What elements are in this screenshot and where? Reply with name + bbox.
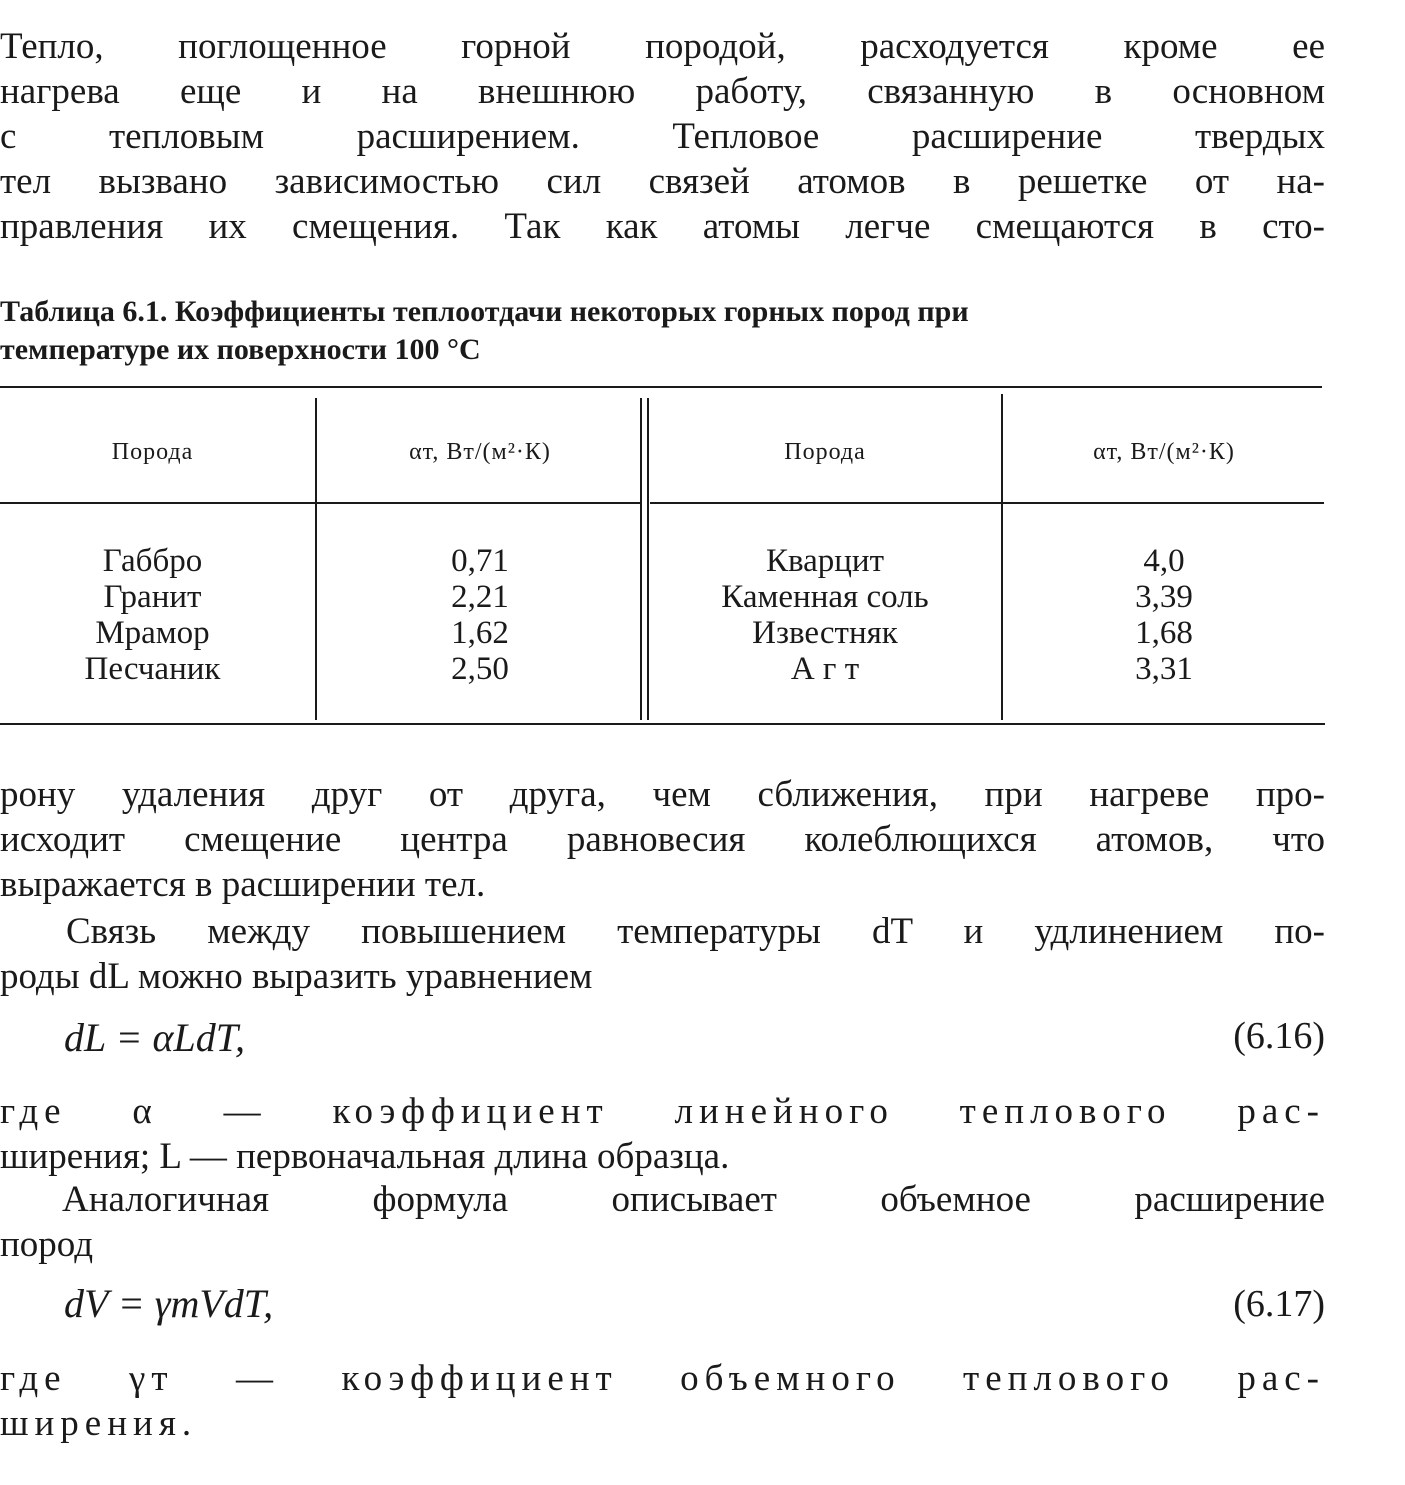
column-divider	[647, 398, 649, 720]
equation-number: (6.16)	[1233, 1015, 1325, 1057]
paragraph-line: Аналогичная формула описывает объемное расширение	[62, 1179, 1325, 1220]
table-cell-value: 4,0	[1143, 543, 1185, 579]
table-header: Порода	[111, 439, 194, 465]
table-caption: температуре их поверхности 100 °С	[0, 333, 481, 366]
paragraph-line: выражается в расширении тел.	[0, 864, 486, 905]
paragraph-line: роды dL можно выразить уравнением	[0, 956, 593, 997]
table-cell-value: 2,21	[451, 579, 509, 615]
header-rule	[650, 502, 1324, 504]
table-cell-rock: Кварцит	[765, 543, 885, 579]
table-cell-rock: А г т	[790, 651, 860, 687]
column-divider	[315, 398, 317, 720]
paragraph-line: где γт — коэффициент объемного теплового рас-	[0, 1358, 1325, 1399]
table-header: αт, Вт/(м²·К)	[409, 439, 551, 465]
paragraph-line: ширения; L — первоначальная длина образца.	[0, 1136, 730, 1177]
table-cell-rock: Каменная соль	[721, 579, 929, 615]
column-divider	[640, 398, 642, 720]
table-caption: Таблица 6.1. Коэффициенты теплоотдачи некоторых горных пород при	[0, 295, 969, 328]
paragraph-line: исходит смещение центра равновесия колеблющихся атомов, что	[0, 819, 1325, 860]
table-header: αт, Вт/(м²·К)	[1093, 439, 1235, 465]
table-top-rule	[0, 386, 1322, 388]
table-bottom-rule	[0, 723, 1325, 725]
paragraph-line: Связь между повышением температуры dT и удлинением по-	[66, 911, 1325, 952]
table-cell-rock: Габбро	[102, 543, 203, 579]
paragraph-line: нагрева еще и на внешнюю работу, связанную в основном	[0, 71, 1325, 112]
paragraph-line: тел вызвано зависимостью сил связей атомов в решетке от на-	[0, 161, 1325, 202]
paragraph-line: ширения.	[0, 1403, 198, 1444]
header-rule	[0, 502, 640, 504]
table-cell-value: 0,71	[451, 543, 509, 579]
table-cell-rock: Гранит	[103, 579, 202, 615]
table-cell-rock: Мрамор	[95, 615, 210, 651]
table-header: Порода	[784, 439, 866, 465]
table-cell-value: 3,31	[1135, 651, 1193, 687]
table-cell-rock: Известняк	[752, 615, 898, 651]
paragraph-line	[0, 115, 1325, 159]
paragraph-line-text: с тепловым расширением. Тепловое расширение твердых	[0, 116, 1325, 157]
table-cell-value: 1,68	[1135, 615, 1193, 651]
paragraph-line: правления их смещения. Так как атомы легче смещаются в сто-	[0, 206, 1325, 247]
table-cell-value: 2,50	[451, 651, 509, 687]
table-cell-value: 1,62	[451, 615, 509, 651]
paragraph-line: рону удаления друг от друга, чем сближения, при нагреве про-	[0, 774, 1325, 815]
equation-number: (6.17)	[1233, 1283, 1325, 1325]
table-cell-rock: Песчаник	[84, 651, 221, 687]
equation: dL = αLdT,	[64, 1015, 246, 1060]
table-cell-value: 3,39	[1135, 579, 1193, 615]
paragraph-line: пород	[0, 1224, 94, 1265]
paragraph-line: Тепло, поглощенное горной породой, расходуется кроме ее	[0, 26, 1325, 67]
paragraph-line: где α — коэффициент линейного теплового рас-	[0, 1091, 1325, 1132]
equation: dV = γтVdT,	[64, 1281, 274, 1326]
